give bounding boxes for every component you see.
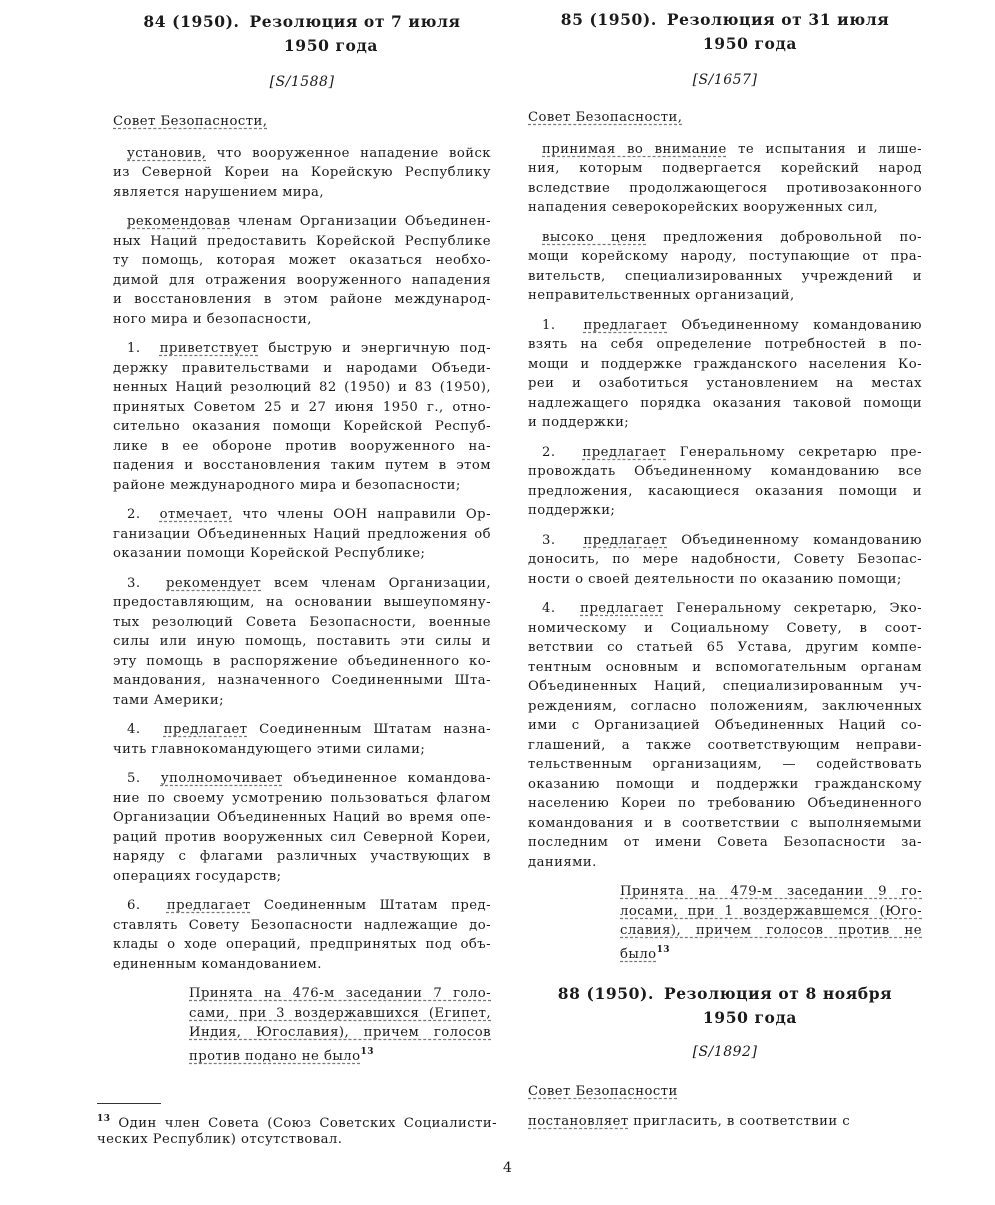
text-line — [528, 531, 922, 551]
document-symbol: [S/1657] — [692, 72, 758, 88]
line-text: что члены ООН направили Ор- — [242, 507, 491, 522]
line-text: было — [620, 946, 657, 962]
text-line — [528, 794, 922, 814]
adoption-line — [620, 941, 922, 961]
line-text: лике в ее обороне против вооруженного на- — [113, 438, 491, 454]
line-text: ту помощь, которая может оказаться необхо- — [113, 253, 491, 268]
text-line — [528, 482, 922, 502]
keyword: предлагает — [166, 898, 251, 913]
line-text: димой для отражения вооруженного нападения — [113, 272, 491, 288]
text-line — [113, 916, 491, 936]
line-text: предложения добровольной по- — [663, 229, 922, 245]
operative-paragraph — [113, 505, 491, 564]
text-line — [528, 619, 922, 639]
text-line — [113, 652, 491, 672]
line-text: нападения северокорейских вооруженных сил, — [528, 200, 879, 215]
resolution-88-title — [528, 982, 922, 1006]
text-line — [113, 544, 491, 564]
text-line — [528, 736, 922, 756]
text-line — [113, 955, 491, 975]
line-text: наряду с флагами различных участвующих в — [113, 849, 491, 864]
text-line — [528, 159, 922, 179]
line-text: ние по своему усмотрению пользоваться флагом — [113, 790, 491, 806]
adoption-note — [620, 882, 922, 960]
text-line — [113, 847, 491, 867]
line-text: оказанию помощи и поддержки гражданскому — [528, 776, 922, 792]
line-text: неправительственных организаций, — [528, 288, 795, 303]
text-line — [528, 316, 922, 336]
text-line — [528, 501, 922, 521]
text-line — [528, 1112, 922, 1132]
resolution-title-line: 1950 года — [702, 1008, 798, 1027]
text-line — [113, 525, 491, 545]
line-text: раций против вооруженных сил Северной Кореи, — [113, 829, 491, 845]
footnote-ref: 13 — [656, 944, 670, 955]
line-text: реи и озаботиться установлением на местах — [528, 376, 922, 391]
adoption-line — [189, 1023, 491, 1043]
resolution-title-line: Резолюция от 7 июля — [249, 12, 461, 31]
text-line — [528, 599, 922, 619]
page-number: 4 — [503, 1160, 512, 1176]
paragraph-number: 2. — [127, 507, 141, 522]
text-line — [113, 505, 491, 525]
line-text: клады о ходе операций, предпринятых под объ- — [113, 937, 491, 952]
footnote-ref: 13 — [97, 1114, 111, 1124]
keyword: рекомендует — [166, 575, 262, 591]
footnote — [97, 1110, 497, 1149]
line-text: Индия, Югославия), причем голосов — [189, 1025, 491, 1040]
text-line — [528, 697, 922, 717]
line-text: Объединенных Наций, специализированным уч- — [528, 679, 922, 694]
council-heading: Совет Безопасности — [528, 1084, 678, 1099]
footnote-rule — [97, 1103, 161, 1104]
line-text: тых резолюций Совета Безопасности, военные — [113, 614, 491, 630]
line-text: те испытания и лише- — [738, 141, 922, 157]
line-text: членам Организации Объединен- — [237, 214, 491, 229]
resolution-number: 88 (1950). — [557, 984, 654, 1003]
line-text: ганизации Объединенных Наций предложения об — [113, 526, 491, 542]
line-text: предоставляющим, на основании вышеупомяну- — [113, 595, 491, 610]
line-text: что вооруженное нападение войск — [216, 145, 491, 161]
text-line — [113, 593, 491, 613]
line-text: лосами, при 1 воздержавшемся (Юго- — [620, 903, 922, 919]
keyword: высоко ценя — [542, 229, 647, 245]
line-text: ставлять Совету Безопасности надлежащие до- — [113, 917, 491, 933]
keyword: отмечает, — [159, 507, 233, 522]
line-text: ного мира и безопасности, — [113, 311, 312, 327]
text-line — [528, 355, 922, 375]
paragraph-number: 4. — [542, 601, 556, 616]
text-line — [113, 232, 491, 252]
right-column — [528, 0, 922, 1131]
line-text: районе международного мира и безопасности; — [113, 477, 461, 493]
resolution-title-line: Резолюция от 31 июля — [666, 10, 890, 29]
line-text: Принята на 479-м заседании 9 го- — [620, 884, 922, 899]
text-line — [113, 212, 491, 232]
left-column — [113, 0, 491, 1062]
text-line — [113, 398, 491, 418]
operative-paragraph — [528, 443, 922, 521]
line-text: быструю и энергичную под- — [268, 341, 491, 356]
line-text: Генеральному секретарю пре- — [679, 444, 922, 460]
line-text: номическому и Социальному Совету, в соот- — [528, 620, 922, 636]
text-line — [528, 570, 922, 590]
line-text: ных Наций предоставить Корейской Республике — [113, 233, 491, 249]
text-line — [528, 775, 922, 795]
keyword: постановляет — [528, 1113, 629, 1129]
operative-paragraph — [528, 531, 922, 590]
text-line — [113, 183, 491, 203]
text-line — [113, 896, 491, 916]
operative-paragraph — [528, 599, 922, 872]
council-heading: Совет Безопасности, — [113, 114, 268, 129]
line-text: глашений, а также соответствующим неправи- — [528, 737, 922, 753]
preamble-paragraph — [528, 228, 922, 306]
resolution-84-title — [113, 10, 491, 34]
text-line — [113, 574, 491, 594]
line-text: принятых Советом 25 и 27 июня 1950 г., отно- — [113, 399, 491, 415]
preamble-paragraph — [528, 140, 922, 218]
preamble-paragraph — [113, 144, 491, 203]
footnote-text: ческих Республик) отсутствовал. — [97, 1131, 343, 1147]
line-text: ния, которым подвергается корейский народ — [528, 161, 922, 176]
line-text: и восстановления в этом районе международ- — [113, 292, 491, 307]
line-text: предложения, касающиеся оказания помощи и — [528, 483, 922, 499]
text-line — [113, 437, 491, 457]
line-text: единенным командованием. — [113, 956, 322, 972]
line-text: Генеральному секретарю, Эко- — [676, 601, 922, 616]
text-line — [113, 935, 491, 955]
line-text: поддержки; — [528, 503, 616, 518]
text-line — [528, 394, 922, 414]
line-text: Принята на 476-м заседании 7 голо- — [189, 986, 491, 1001]
line-text: оказании помощи Корейской Республике; — [113, 546, 426, 561]
line-text: вительств, специализированных учреждений и — [528, 268, 922, 284]
preamble-paragraph — [113, 212, 491, 329]
text-line — [113, 671, 491, 691]
text-line — [113, 808, 491, 828]
resolution-title-line: Резолюция от 8 ноября — [663, 984, 893, 1003]
line-text: мощи и поддержке гражданского населения Ко- — [528, 356, 922, 372]
resolution-title-line: 1950 года — [702, 34, 798, 53]
line-text: тельственным организациям, — содействовать — [528, 757, 922, 772]
line-text: Соединенным Штатам назна- — [259, 722, 491, 737]
operative-paragraph — [113, 720, 491, 759]
line-text: пригласить, в соответствии с — [633, 1113, 851, 1129]
resolution-number: 85 (1950). — [560, 10, 657, 29]
text-line — [113, 271, 491, 291]
text-line — [113, 251, 491, 271]
text-line — [528, 550, 922, 570]
resolution-number: 84 (1950). — [143, 12, 240, 31]
text-line — [113, 632, 491, 652]
line-text: ими с Организацией Объединенных Наций со- — [528, 718, 922, 733]
text-line — [113, 378, 491, 398]
paragraph-number: 1. — [127, 341, 141, 356]
operative-paragraphs — [113, 339, 491, 974]
keyword: принимая во внимание — [542, 141, 727, 157]
text-line — [528, 755, 922, 775]
text-line — [528, 228, 922, 248]
text-line — [113, 310, 491, 330]
text-line — [528, 716, 922, 736]
adoption-line — [620, 882, 922, 902]
keyword: установив, — [127, 145, 207, 161]
line-text: мощи корейскому народу, поступающие от пра- — [528, 249, 922, 264]
paragraph-number: 2. — [542, 444, 556, 460]
text-line — [113, 476, 491, 496]
text-line — [113, 456, 491, 476]
line-text: и поддержки; — [528, 415, 630, 430]
line-text: является нарушением мира, — [113, 184, 324, 200]
paragraph-number: 4. — [127, 722, 141, 737]
text-line — [113, 740, 491, 760]
line-text: чить главнокомандующего этими силами; — [113, 741, 426, 757]
keyword: предлагает — [583, 532, 668, 548]
adoption-line — [189, 1043, 491, 1063]
adoption-line — [189, 1004, 491, 1024]
adoption-line — [189, 984, 491, 1004]
line-text: тами Америки; — [113, 692, 225, 708]
line-text: надлежащего порядка оказания таковой помощи — [528, 395, 922, 411]
line-text: сительно оказания помощи Корейской Респуб- — [113, 419, 491, 434]
line-text: вследствие продолжающегося противозаконного — [528, 180, 922, 196]
operative-paragraph — [113, 769, 491, 886]
text-line — [528, 443, 922, 463]
keyword: предлагает — [583, 317, 668, 333]
text-line — [528, 814, 922, 834]
line-text: Объединенному командованию — [681, 532, 922, 548]
line-text: Объединенному командованию — [681, 317, 922, 333]
line-text: операциях государств; — [113, 868, 282, 884]
preamble — [528, 140, 922, 306]
council-heading: Совет Безопасности, — [528, 110, 683, 125]
text-line — [528, 247, 922, 267]
footnote-ref: 13 — [360, 1046, 374, 1057]
line-text: против подано не было — [189, 1048, 361, 1064]
line-text: взять на себя определение потребностей в по- — [528, 337, 922, 352]
paragraph-number: 6. — [127, 898, 141, 913]
line-text: даниями. — [528, 854, 597, 870]
operative-paragraph — [113, 896, 491, 974]
line-text: реждениям, согласно положениям, заключенных — [528, 698, 922, 714]
text-line — [113, 290, 491, 310]
resolution-title-line: 1950 года — [283, 36, 379, 55]
text-line — [528, 179, 922, 199]
line-text: объединенное командова- — [293, 771, 491, 786]
text-line — [113, 417, 491, 437]
line-text: славия), причем голосов против не — [620, 923, 922, 938]
operative-paragraph — [113, 574, 491, 711]
text-line — [113, 339, 491, 359]
adoption-line — [620, 902, 922, 922]
preamble — [113, 144, 491, 330]
text-line — [528, 853, 922, 873]
line-text: силы или иную помощь, поставить эти силы и — [113, 634, 491, 649]
text-line — [528, 140, 922, 160]
text-line — [528, 374, 922, 394]
line-text: ности о своей деятельности по оказанию помощи; — [528, 571, 902, 587]
line-text: мандования, назначенного Соединенными Шта- — [113, 673, 491, 688]
line-text: падения и восстановления таким путем в этом — [113, 458, 491, 473]
operative-paragraph — [528, 316, 922, 433]
line-text: всем членам Организации, — [273, 575, 491, 591]
line-text: ненных Наций резолюций 82 (1950) и 83 (1950), — [113, 380, 491, 395]
operative-paragraph — [113, 339, 491, 495]
text-line — [528, 413, 922, 433]
text-line — [113, 828, 491, 848]
text-line — [113, 720, 491, 740]
paragraph-number: 3. — [542, 532, 556, 548]
decision-paragraph — [528, 1112, 922, 1132]
text-line — [528, 638, 922, 658]
text-line — [528, 335, 922, 355]
text-line — [113, 163, 491, 183]
line-text: Организации Объединенных Наций во время опе- — [113, 810, 491, 825]
text-line — [528, 267, 922, 287]
keyword: предлагает — [580, 601, 664, 616]
text-line — [113, 867, 491, 887]
keyword: предлагает — [163, 722, 248, 737]
line-text: провождать Объединенному командованию все — [528, 464, 922, 479]
text-line — [113, 144, 491, 164]
text-line — [528, 677, 922, 697]
text-line — [528, 658, 922, 678]
text-line — [528, 198, 922, 218]
line-text: населению Кореи по требованию Объединенного — [528, 796, 922, 811]
line-text: держку правительствами и народами Объеди- — [113, 360, 491, 376]
line-text: командования и в соответствии с выполняемыми — [528, 815, 922, 831]
line-text: Соединенным Штатам пред- — [263, 898, 491, 913]
line-text: из Северной Кореи на Корейскую Республику — [113, 165, 491, 180]
line-text: ветствии со статьей 65 Устава, другим компе- — [528, 640, 922, 655]
keyword: рекомендовав — [127, 214, 231, 229]
adoption-line — [620, 921, 922, 941]
text-line — [528, 833, 922, 853]
line-text: последним от имени Совета Безопасности за- — [528, 835, 922, 850]
keyword: уполномочивает — [160, 771, 283, 786]
text-line — [113, 359, 491, 379]
text-line — [528, 286, 922, 306]
line-text: тентным основным и вспомогательным органам — [528, 659, 922, 675]
footnote-text: Один член Совета (Союз Советских Социалисти- — [118, 1116, 497, 1131]
text-line — [113, 613, 491, 633]
text-line — [113, 789, 491, 809]
keyword: предлагает — [582, 444, 667, 460]
text-line — [113, 769, 491, 789]
document-symbol: [S/1588] — [269, 74, 335, 90]
paragraph-number: 1. — [542, 317, 556, 333]
line-text: сами, при 3 воздержавшихся (Египет, — [189, 1005, 491, 1021]
document-symbol: [S/1892] — [692, 1044, 758, 1060]
line-text: эту помощь в распоряжение объединенного ко- — [113, 653, 491, 669]
paragraph-number: 5. — [127, 771, 141, 786]
paragraph-number: 3. — [127, 575, 141, 591]
operative-paragraphs — [528, 316, 922, 873]
text-line — [528, 462, 922, 482]
resolution-85-title — [528, 8, 922, 32]
adoption-note — [189, 984, 491, 1062]
keyword: приветствует — [159, 341, 259, 356]
text-line — [113, 691, 491, 711]
line-text: доносить, по мере надобности, Совету Безопас- — [528, 552, 922, 567]
